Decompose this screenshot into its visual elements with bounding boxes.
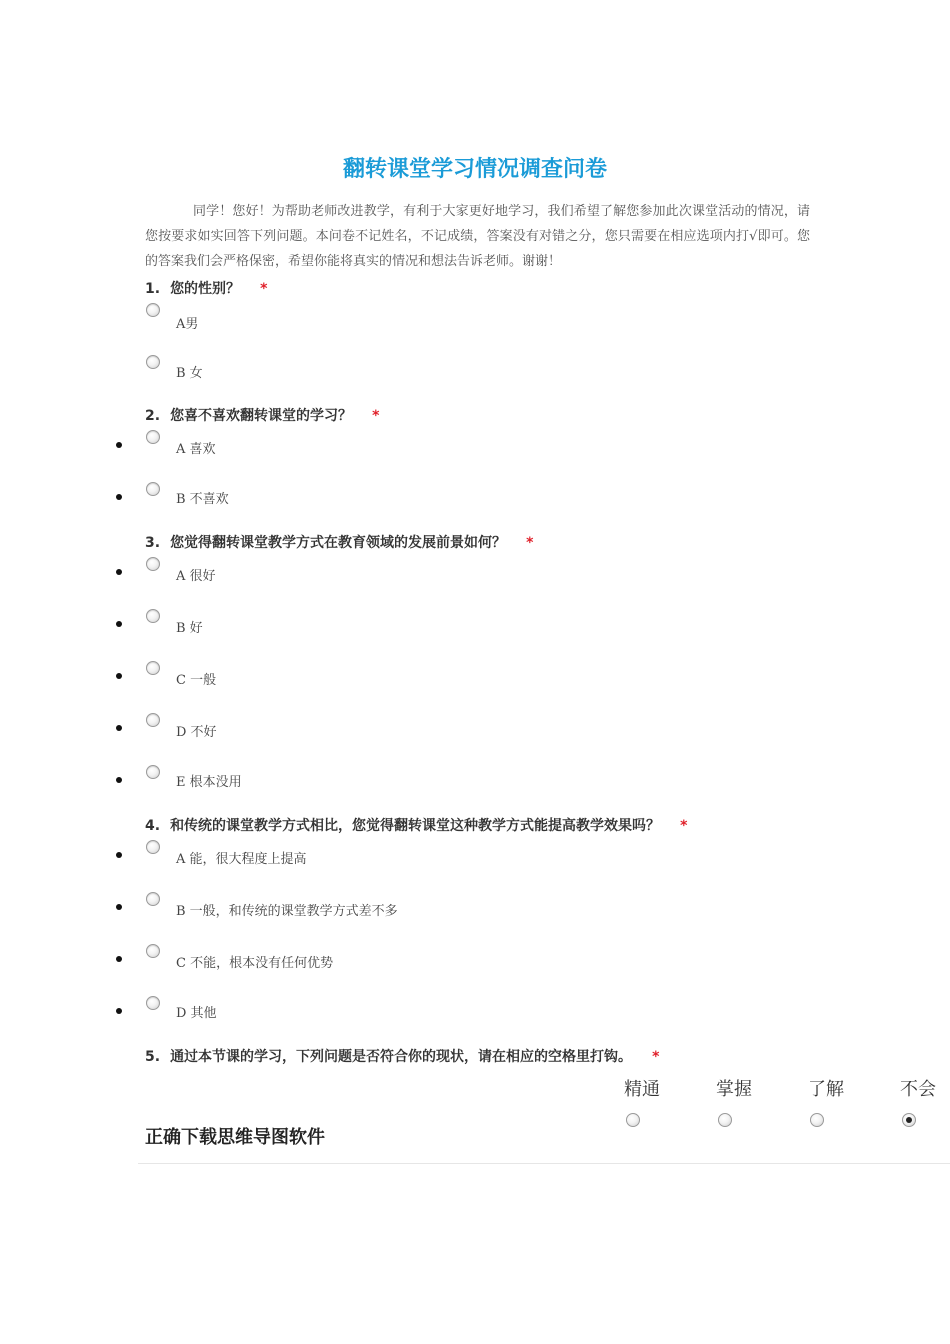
required-mark: * xyxy=(372,408,380,424)
question-number: 2. xyxy=(145,408,161,424)
question-number: 5. xyxy=(145,1049,161,1065)
option-label: A 很好 xyxy=(176,569,216,584)
option-q1-b[interactable] xyxy=(0,355,950,385)
list-bullet xyxy=(116,777,122,783)
question-text: 和传统的课堂教学方式相比，您觉得翻转课堂这种教学方式能提高教学效果吗？ xyxy=(170,818,661,834)
option-label: B 一般，和传统的课堂教学方式差不多 xyxy=(176,904,398,919)
list-bullet xyxy=(116,956,122,962)
option-q3-c[interactable] xyxy=(0,661,950,691)
question-number: 1. xyxy=(145,281,161,297)
option-label: B 不喜欢 xyxy=(176,492,229,507)
required-mark: * xyxy=(526,535,534,551)
list-bullet xyxy=(116,852,122,858)
matrix-radio-精通[interactable] xyxy=(626,1113,640,1127)
question-4 xyxy=(145,815,687,835)
radio-button[interactable] xyxy=(146,355,160,369)
radio-button[interactable] xyxy=(146,482,160,496)
radio-button[interactable] xyxy=(146,713,160,727)
matrix-radio-掌握[interactable] xyxy=(718,1113,732,1127)
list-bullet xyxy=(116,904,122,910)
radio-button[interactable] xyxy=(146,944,160,958)
option-label: B 好 xyxy=(176,621,203,636)
radio-button[interactable] xyxy=(146,430,160,444)
option-q3-e[interactable] xyxy=(0,765,950,795)
question-3 xyxy=(145,532,533,552)
list-bullet xyxy=(116,621,122,627)
radio-button[interactable] xyxy=(146,996,160,1010)
option-label: C 不能，根本没有任何优势 xyxy=(176,956,334,971)
question-5 xyxy=(145,1046,659,1066)
radio-button[interactable] xyxy=(146,661,160,675)
survey-intro: 同学！您好！为帮助老师改进教学，有利于大家更好地学习，我们希望了解您参加此次课堂活动的情况，请您按要求如实回答下列问题。本问卷不记姓名，不记成绩，答案没有对错之分，您只需要在相应选项内打√即可。您的答案我们会严格保密，希望你能将真实的情况和想法告诉老师。谢谢！ xyxy=(145,204,810,269)
radio-button[interactable] xyxy=(146,557,160,571)
list-bullet xyxy=(116,673,122,679)
required-mark: * xyxy=(260,281,268,297)
question-text: 您喜不喜欢翻转课堂的学习？ xyxy=(170,408,353,424)
matrix-radio-不会[interactable] xyxy=(902,1113,916,1127)
option-label: D 不好 xyxy=(176,725,217,740)
required-mark: * xyxy=(680,818,688,834)
option-q4-a[interactable] xyxy=(0,840,950,870)
question-number: 4. xyxy=(145,818,161,834)
option-q2-a[interactable] xyxy=(0,430,950,460)
option-label: A男 xyxy=(176,317,199,332)
question-number: 3. xyxy=(145,535,161,551)
list-bullet xyxy=(116,725,122,731)
divider xyxy=(138,1163,950,1164)
option-label: A 能，很大程度上提高 xyxy=(176,852,307,867)
list-bullet xyxy=(116,1008,122,1014)
option-q2-b[interactable] xyxy=(0,482,950,512)
matrix-column-header: 掌握 xyxy=(716,1079,752,1100)
required-mark: * xyxy=(652,1049,660,1065)
matrix-row-label: 正确下载思维导图软件 xyxy=(145,1127,325,1148)
question-text: 您的性别？ xyxy=(170,281,241,297)
question-text: 通过本节课的学习，下列问题是否符合你的现状，请在相应的空格里打钩。 xyxy=(170,1049,633,1065)
option-q3-a[interactable] xyxy=(0,557,950,587)
option-label: E 根本没用 xyxy=(176,775,242,790)
question-text: 您觉得翻转课堂教学方式在教育领域的发展前景如何？ xyxy=(170,535,507,551)
radio-button[interactable] xyxy=(146,765,160,779)
matrix-column-header: 不会 xyxy=(900,1079,936,1100)
radio-button[interactable] xyxy=(146,303,160,317)
matrix-column-header: 了解 xyxy=(808,1079,844,1100)
option-q3-b[interactable] xyxy=(0,609,950,639)
radio-button[interactable] xyxy=(146,892,160,906)
option-q4-c[interactable] xyxy=(0,944,950,974)
option-q4-b[interactable] xyxy=(0,892,950,922)
list-bullet xyxy=(116,569,122,575)
question-1 xyxy=(145,278,267,298)
option-q1-a[interactable] xyxy=(0,303,950,333)
radio-button[interactable] xyxy=(146,840,160,854)
option-label: B 女 xyxy=(176,366,203,381)
question-2 xyxy=(145,405,379,425)
radio-button[interactable] xyxy=(146,609,160,623)
survey-title: 翻转课堂学习情况调查问卷 xyxy=(342,157,607,182)
matrix-column-header: 精通 xyxy=(624,1079,660,1100)
list-bullet xyxy=(116,494,122,500)
list-bullet xyxy=(116,442,122,448)
matrix-radio-了解[interactable] xyxy=(810,1113,824,1127)
option-q4-d[interactable] xyxy=(0,996,950,1026)
option-label: A 喜欢 xyxy=(176,442,216,457)
option-label: C 一般 xyxy=(176,673,217,688)
option-q3-d[interactable] xyxy=(0,713,950,743)
option-label: D 其他 xyxy=(176,1006,217,1021)
